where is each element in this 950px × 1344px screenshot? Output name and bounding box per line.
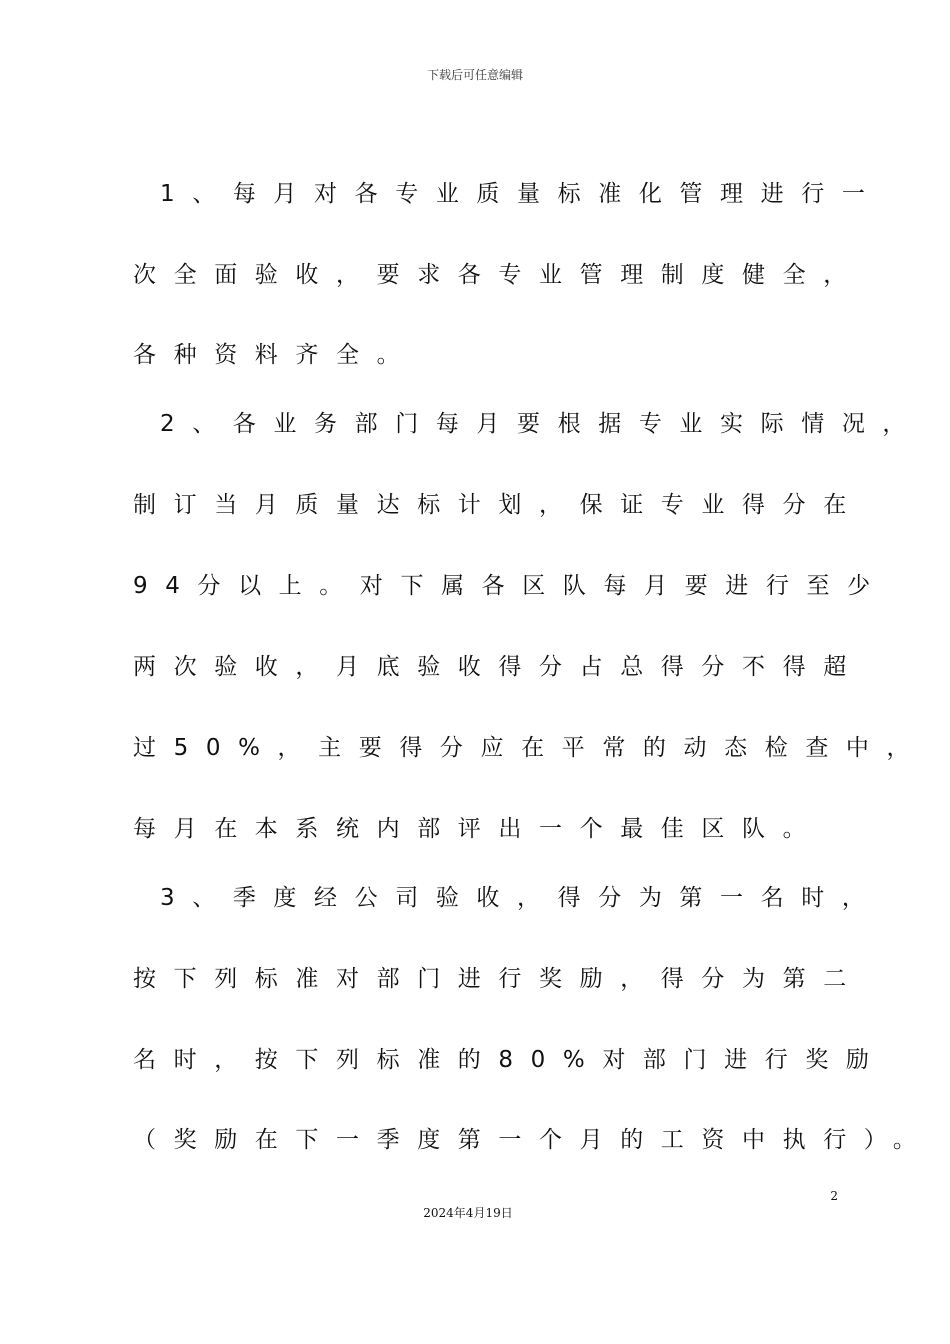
paragraph-1-line-3: 各种资料齐全。 <box>133 342 418 368</box>
paragraph-2-line-3: 94分以上。对下属各区队每月要进行至少 <box>133 573 888 599</box>
footer-date: 2024年4月19日 <box>423 1206 513 1220</box>
paragraph-2-line-2: 制订当月质量达标计划，保证专业得分在 <box>133 492 864 518</box>
header-note: 下载后可任意编辑 <box>426 68 523 82</box>
paragraph-3-line-1: 3、季度经公司验收，得分为第一名时， <box>160 885 883 911</box>
paragraph-2-line-4: 两次验收，月底验收得分占总得分不得超 <box>133 654 864 680</box>
page-number: 2 <box>830 1189 838 1203</box>
paragraph-2-line-1: 2、各业务部门每月要根据专业实际情况， <box>160 411 924 437</box>
paragraph-1-line-2: 次全面验收，要求各专业管理制度健全， <box>133 262 864 288</box>
paragraph-1-line-1: 1、每月对各专业质量标准化管理进行一 <box>160 181 883 207</box>
paragraph-3-line-2: 按下列标准对部门进行奖励，得分为第二 <box>133 966 864 992</box>
paragraph-2-line-6: 每月在本系统内部评出一个最佳区队。 <box>133 816 824 842</box>
paragraph-3-line-3: 名时，按下列标准的80%对部门进行奖励 <box>133 1047 887 1073</box>
paragraph-2-line-5: 过50%，主要得分应在平常的动态检查中， <box>133 735 928 761</box>
paragraph-3-line-4: （奖励在下一季度第一个月的工资中执行）。 <box>133 1127 934 1153</box>
